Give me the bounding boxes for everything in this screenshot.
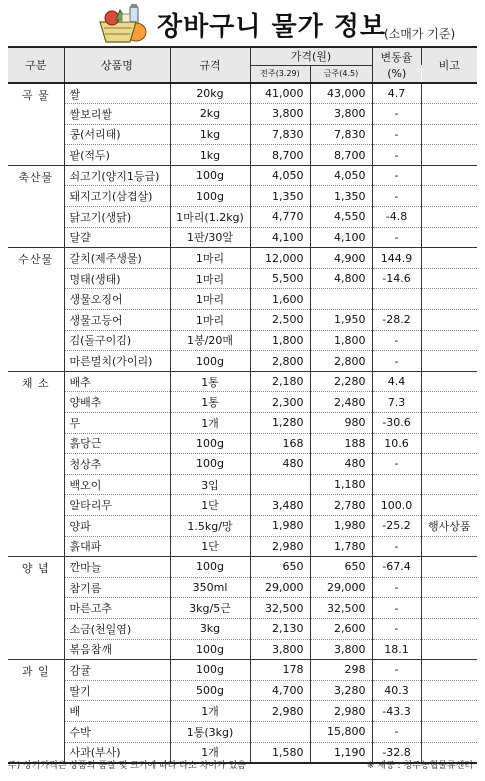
item-name-cell: 쇠고기(양지1등급) [64,165,170,186]
item-name-cell: 마른멸치(가이리) [64,351,170,372]
current-price-cell: 298 [310,660,372,681]
footnote: 주) 상기가격은 상품의 품질 및 크기에 따라 다소 차이가 있음 [8,761,246,771]
header-change-unit: (%) [372,65,421,83]
current-price-cell: 29,000 [310,577,372,598]
spec-cell: 1kg [170,145,250,166]
note-cell [421,371,477,392]
current-price-cell: 3,800 [310,639,372,660]
spec-cell: 100g [170,557,250,578]
current-price-cell: 4,800 [310,268,372,289]
item-name-cell: 생물오징어 [64,289,170,310]
note-cell [421,598,477,619]
grocery-basket-icon [96,4,152,44]
prev-price-cell: 650 [250,557,310,578]
change-rate-cell: - [372,227,421,248]
spec-cell: 20kg [170,83,250,104]
item-name-cell: 감귤 [64,660,170,681]
table-row [8,186,477,207]
prev-price-cell: 4,770 [250,207,310,228]
current-price-cell: 3,280 [310,680,372,701]
current-price-cell: 980 [310,413,372,434]
note-cell [421,454,477,475]
change-rate-cell: - [372,577,421,598]
item-name-cell: 김(돌구이김) [64,330,170,351]
note-cell [421,83,477,104]
table-row [8,474,477,495]
current-price-cell: 2,980 [310,701,372,722]
change-rate-cell: - [372,660,421,681]
table-row [8,104,477,125]
category-cell: 수산물 [8,248,64,372]
spec-cell: 1마리(1.2kg) [170,207,250,228]
prev-price-cell: 1,800 [250,330,310,351]
table-row [8,124,477,145]
note-cell [421,557,477,578]
change-rate-cell [372,474,421,495]
header-spec: 규격 [170,47,250,83]
current-price-cell [310,289,372,310]
note-cell [421,618,477,639]
item-name-cell: 양파 [64,515,170,536]
item-name-cell: 생물고등어 [64,310,170,331]
prev-price-cell: 178 [250,660,310,681]
current-price-cell: 1,780 [310,536,372,557]
change-rate-cell: - [372,104,421,125]
header-prev-week: 전주(3.29) [250,65,310,83]
item-name-cell: 쌀 [64,83,170,104]
note-cell [421,124,477,145]
prev-price-cell: 2,500 [250,310,310,331]
note-cell [421,145,477,166]
item-name-cell: 배 [64,701,170,722]
spec-cell: 1통 [170,392,250,413]
note-cell [421,165,477,186]
table-row [8,660,477,681]
prev-price-cell: 2,300 [250,392,310,413]
item-name-cell: 딸기 [64,680,170,701]
current-price-cell: 3,800 [310,104,372,125]
current-price-cell: 32,500 [310,598,372,619]
spec-cell: 100g [170,433,250,454]
current-price-cell: 4,100 [310,227,372,248]
item-name-cell: 백오이 [64,474,170,495]
category-cell: 축산물 [8,165,64,247]
change-rate-cell: - [372,351,421,372]
prev-price-cell [250,474,310,495]
header-price: 가격(원) [250,47,372,65]
change-rate-cell: 7.3 [372,392,421,413]
table-row [8,618,477,639]
spec-cell: 1봉/20매 [170,330,250,351]
prev-price-cell: 12,000 [250,248,310,269]
table-row [8,165,477,186]
prev-price-cell: 4,100 [250,227,310,248]
source-credit: ※ 제공 : 청주농협물류센터 [366,761,473,771]
table-row [8,515,477,536]
current-price-cell: 2,480 [310,392,372,413]
category-cell: 곡 물 [8,83,64,165]
prev-price-cell: 29,000 [250,577,310,598]
spec-cell: 1마리 [170,310,250,331]
item-name-cell: 볶음참깨 [64,639,170,660]
table-row [8,145,477,166]
note-cell [421,330,477,351]
change-rate-cell: -43.3 [372,701,421,722]
spec-cell: 100g [170,660,250,681]
item-name-cell: 닭고기(생닭) [64,207,170,228]
prev-price-cell: 3,800 [250,639,310,660]
note-cell [421,660,477,681]
header-item: 상품명 [64,47,170,83]
spec-cell: 1단 [170,495,250,516]
current-price-cell: 7,830 [310,124,372,145]
change-rate-cell: 144.9 [372,248,421,269]
table-row [8,351,477,372]
prev-price-cell: 1,350 [250,186,310,207]
current-price-cell: 1,350 [310,186,372,207]
item-name-cell: 쌀보리쌀 [64,104,170,125]
item-name-cell: 배추 [64,371,170,392]
table-row [8,557,477,578]
table-row [8,433,477,454]
prev-price-cell: 1,580 [250,742,310,763]
change-rate-cell: 4.4 [372,371,421,392]
current-price-cell: 4,900 [310,248,372,269]
price-table [8,46,477,764]
spec-cell: 2kg [170,104,250,125]
change-rate-cell: -28.2 [372,310,421,331]
category-cell: 양 념 [8,557,64,660]
spec-cell: 1kg [170,124,250,145]
current-price-cell: 4,550 [310,207,372,228]
spec-cell: 1마리 [170,289,250,310]
table-row [8,598,477,619]
table-row [8,577,477,598]
change-rate-cell: 4.7 [372,83,421,104]
table-row [8,289,477,310]
spec-cell: 3입 [170,474,250,495]
prev-price-cell: 4,700 [250,680,310,701]
item-name-cell: 소금(천일염) [64,618,170,639]
current-price-cell: 8,700 [310,145,372,166]
current-price-cell: 1,980 [310,515,372,536]
note-cell [421,495,477,516]
item-name-cell: 참기름 [64,577,170,598]
header-this-week: 금주(4.5) [310,65,372,83]
note-cell [421,680,477,701]
item-name-cell: 알타리무 [64,495,170,516]
table-header [8,47,477,83]
note-cell [421,536,477,557]
current-price-cell: 2,600 [310,618,372,639]
current-price-cell: 1,800 [310,330,372,351]
table-row [8,495,477,516]
spec-cell: 3kg [170,618,250,639]
prev-price-cell: 2,130 [250,618,310,639]
item-name-cell: 명태(생태) [64,268,170,289]
note-cell [421,474,477,495]
current-price-cell: 4,050 [310,165,372,186]
item-name-cell: 수박 [64,721,170,742]
current-price-cell: 188 [310,433,372,454]
spec-cell: 100g [170,165,250,186]
spec-cell: 1통(3kg) [170,721,250,742]
prev-price-cell: 2,800 [250,351,310,372]
prev-price-cell: 3,480 [250,495,310,516]
change-rate-cell: -30.6 [372,413,421,434]
change-rate-cell: 100.0 [372,495,421,516]
prev-price-cell [250,721,310,742]
prev-price-cell: 2,180 [250,371,310,392]
note-cell [421,207,477,228]
table-row [8,639,477,660]
note-cell [421,351,477,372]
change-rate-cell: 10.6 [372,433,421,454]
prev-price-cell: 480 [250,454,310,475]
prev-price-cell: 5,500 [250,268,310,289]
spec-cell: 100g [170,454,250,475]
spec-cell: 500g [170,680,250,701]
spec-cell: 1개 [170,742,250,763]
change-rate-cell: - [372,124,421,145]
spec-cell: 100g [170,351,250,372]
change-rate-cell: 18.1 [372,639,421,660]
note-cell [421,186,477,207]
table-row [8,310,477,331]
category-cell: 채 소 [8,371,64,556]
item-name-cell: 깐마늘 [64,557,170,578]
table-row [8,371,477,392]
item-name-cell: 흙당근 [64,433,170,454]
item-name-cell: 돼지고기(삼겹살) [64,186,170,207]
note-cell [421,639,477,660]
spec-cell: 350ml [170,577,250,598]
spec-cell: 100g [170,186,250,207]
spec-cell: 3kg/5근 [170,598,250,619]
current-price-cell: 2,280 [310,371,372,392]
table-row [8,701,477,722]
note-cell [421,433,477,454]
change-rate-cell: -14.6 [372,268,421,289]
spec-cell: 1.5kg/망 [170,515,250,536]
prev-price-cell: 2,980 [250,701,310,722]
table-row [8,536,477,557]
header-note: 비고 [421,47,477,83]
current-price-cell: 2,800 [310,351,372,372]
change-rate-cell: - [372,186,421,207]
change-rate-cell: - [372,165,421,186]
current-price-cell: 1,190 [310,742,372,763]
change-rate-cell: - [372,721,421,742]
price-basis-note: (소매가 기준) [384,27,456,41]
note-cell [421,413,477,434]
current-price-cell: 15,800 [310,721,372,742]
change-rate-cell: - [372,618,421,639]
item-name-cell: 양배추 [64,392,170,413]
current-price-cell: 2,780 [310,495,372,516]
change-rate-cell: -25.2 [372,515,421,536]
change-rate-cell: - [372,598,421,619]
item-name-cell: 달걀 [64,227,170,248]
item-name-cell: 청상추 [64,454,170,475]
note-cell [421,721,477,742]
note-cell: 행사상품 [421,515,477,536]
prev-price-cell: 1,280 [250,413,310,434]
spec-cell: 1마리 [170,248,250,269]
note-cell [421,289,477,310]
change-rate-cell: -32.8 [372,742,421,763]
note-cell [421,701,477,722]
spec-cell: 1개 [170,701,250,722]
item-name-cell: 마른고추 [64,598,170,619]
current-price-cell: 480 [310,454,372,475]
prev-price-cell: 2,980 [250,536,310,557]
spec-cell: 100g [170,639,250,660]
current-price-cell: 650 [310,557,372,578]
change-rate-cell: 40.3 [372,680,421,701]
prev-price-cell: 8,700 [250,145,310,166]
note-cell [421,104,477,125]
current-price-cell: 43,000 [310,83,372,104]
table-row [8,392,477,413]
table-row [8,680,477,701]
change-rate-cell: - [372,536,421,557]
change-rate-cell: - [372,145,421,166]
header-change: 변동율 [372,47,421,65]
prev-price-cell: 7,830 [250,124,310,145]
note-cell [421,248,477,269]
change-rate-cell: -67.4 [372,557,421,578]
item-name-cell: 사과(부사) [64,742,170,763]
table-row [8,227,477,248]
table-row [8,268,477,289]
table-row [8,207,477,228]
spec-cell: 1통 [170,371,250,392]
item-name-cell: 갈치(제주생물) [64,248,170,269]
header-category: 구분 [8,47,64,83]
change-rate-cell: - [372,330,421,351]
table-row [8,721,477,742]
spec-cell: 1단 [170,536,250,557]
current-price-cell: 1,950 [310,310,372,331]
current-price-cell: 1,180 [310,474,372,495]
note-cell [421,310,477,331]
note-cell [421,577,477,598]
prev-price-cell: 4,050 [250,165,310,186]
note-cell [421,227,477,248]
table-row [8,83,477,104]
prev-price-cell: 3,800 [250,104,310,125]
item-name-cell: 콩(서리태) [64,124,170,145]
note-cell [421,392,477,413]
table-row [8,248,477,269]
prev-price-cell: 1,600 [250,289,310,310]
category-cell: 과 일 [8,660,64,763]
change-rate-cell [372,289,421,310]
prev-price-cell: 168 [250,433,310,454]
note-cell [421,268,477,289]
page-title: 장바구니 물가 정보 [157,12,387,42]
header [0,0,485,44]
table-body [8,83,477,763]
prev-price-cell: 41,000 [250,83,310,104]
spec-cell: 1마리 [170,268,250,289]
table-row [8,330,477,351]
prev-price-cell: 1,980 [250,515,310,536]
change-rate-cell: - [372,454,421,475]
spec-cell: 1판/30알 [170,227,250,248]
prev-price-cell: 32,500 [250,598,310,619]
table-row [8,454,477,475]
spec-cell: 1개 [170,413,250,434]
change-rate-cell: -4.8 [372,207,421,228]
item-name-cell: 흙대파 [64,536,170,557]
item-name-cell: 팥(적두) [64,145,170,166]
item-name-cell: 무 [64,413,170,434]
table-row [8,413,477,434]
